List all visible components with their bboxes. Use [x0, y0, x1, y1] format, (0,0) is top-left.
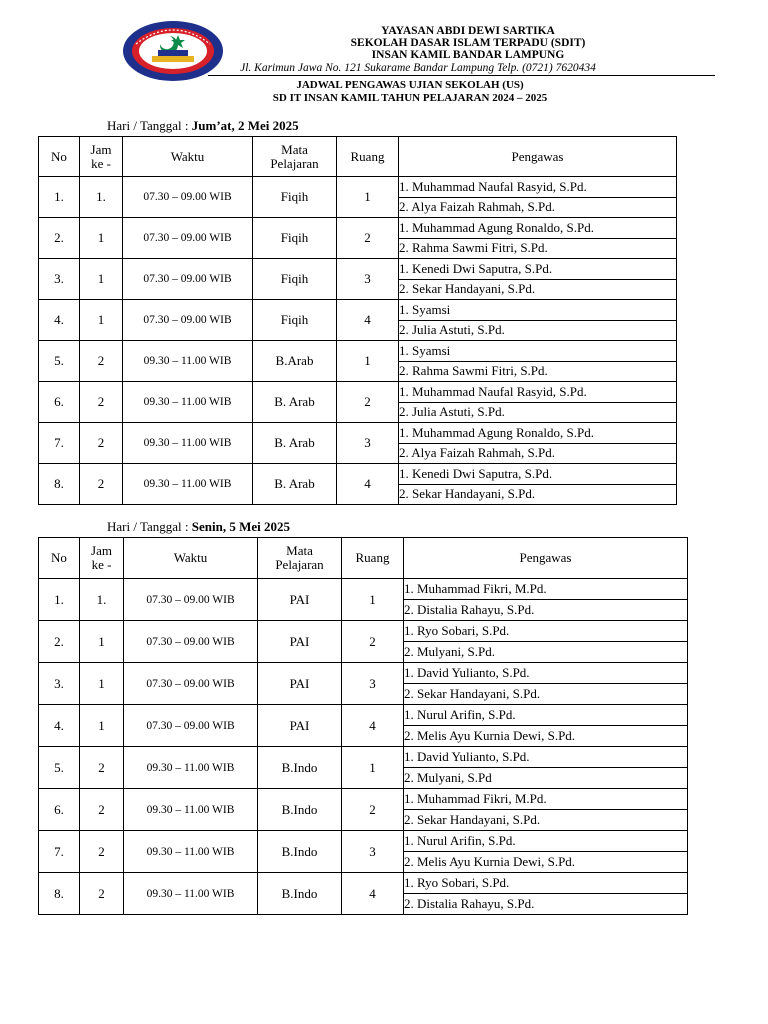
supervisor-2: 2. Rahma Sawmi Fitri, S.Pd. — [399, 238, 677, 259]
row-number: 7. — [39, 831, 80, 873]
supervisor-2: 2. Mulyani, S.Pd — [404, 768, 688, 789]
session-number: 2 — [80, 831, 124, 873]
time-range: 07.30 – 09.00 WIB — [124, 579, 258, 621]
session-number: 2 — [80, 464, 123, 505]
row-number: 1. — [39, 177, 80, 218]
table-row — [39, 789, 688, 810]
subject: B. Arab — [253, 382, 337, 423]
subject: Fiqih — [253, 300, 337, 341]
time-range: 07.30 – 09.00 WIB — [123, 218, 253, 259]
col-ruang: Ruang — [337, 137, 399, 177]
school-address: Jl. Karimun Jawa No. 121 Sukarame Bandar Lampung Telp. (0721) 7620434 — [240, 62, 596, 74]
col-no: No — [39, 137, 80, 177]
row-number: 2. — [39, 621, 80, 663]
subject: B.Arab — [253, 341, 337, 382]
time-range: 07.30 – 09.00 WIB — [123, 300, 253, 341]
time-range: 07.30 – 09.00 WIB — [124, 663, 258, 705]
session-number: 2 — [80, 382, 123, 423]
col-ruang: Ruang — [342, 538, 404, 579]
table-row — [39, 831, 688, 852]
row-number: 4. — [39, 300, 80, 341]
time-range: 09.30 – 11.00 WIB — [124, 747, 258, 789]
row-number: 5. — [39, 341, 80, 382]
supervisor-2: 2. Melis Ayu Kurnia Dewi, S.Pd. — [404, 852, 688, 873]
supervisor-2: 2. Sekar Handayani, S.Pd. — [399, 484, 677, 505]
session-number: 2 — [80, 789, 124, 831]
subject: B. Arab — [253, 423, 337, 464]
supervisor-1: 1. Muhammad Agung Ronaldo, S.Pd. — [399, 218, 677, 239]
time-range: 09.30 – 11.00 WIB — [123, 382, 253, 423]
row-number: 6. — [39, 789, 80, 831]
supervisor-1: 1. Kenedi Dwi Saputra, S.Pd. — [399, 259, 677, 280]
supervisor-2: 2. Julia Astuti, S.Pd. — [399, 402, 677, 423]
room-number: 2 — [342, 789, 404, 831]
supervisor-1: 1. Muhammad Naufal Rasyid, S.Pd. — [399, 177, 677, 198]
supervisor-1: 1. Kenedi Dwi Saputra, S.Pd. — [399, 464, 677, 485]
row-number: 6. — [39, 382, 80, 423]
row-number: 3. — [39, 663, 80, 705]
time-range: 09.30 – 11.00 WIB — [123, 341, 253, 382]
table-row — [39, 579, 688, 600]
foundation-name: YAYASAN ABDI DEWI SARTIKA — [381, 25, 555, 37]
time-range: 09.30 – 11.00 WIB — [123, 423, 253, 464]
room-number: 1 — [342, 579, 404, 621]
supervisor-1: 1. Muhammad Fikri, M.Pd. — [404, 789, 688, 810]
table-row — [39, 341, 677, 362]
supervisor-2: 2. Distalia Rahayu, S.Pd. — [404, 600, 688, 621]
supervisor-1: 1. Syamsi — [399, 300, 677, 321]
time-range: 09.30 – 11.00 WIB — [123, 464, 253, 505]
table-row — [39, 218, 677, 239]
time-range: 09.30 – 11.00 WIB — [124, 831, 258, 873]
supervisor-1: 1. David Yulianto, S.Pd. — [404, 747, 688, 768]
subject: B.Indo — [258, 747, 342, 789]
supervisor-1: 1. Muhammad Fikri, M.Pd. — [404, 579, 688, 600]
col-no: No — [39, 538, 80, 579]
room-number: 3 — [337, 259, 399, 300]
col-mapel: Mata Pelajaran — [258, 538, 342, 579]
supervisor-2: 2. Distalia Rahayu, S.Pd. — [404, 894, 688, 915]
session-number: 2 — [80, 873, 124, 915]
session-number: 1 — [80, 300, 123, 341]
session-number: 2 — [80, 423, 123, 464]
row-number: 3. — [39, 259, 80, 300]
room-number: 2 — [337, 218, 399, 259]
row-number: 7. — [39, 423, 80, 464]
session-number: 1 — [80, 621, 124, 663]
col-waktu: Waktu — [124, 538, 258, 579]
time-range: 09.30 – 11.00 WIB — [124, 789, 258, 831]
table-row — [39, 259, 677, 280]
room-number: 1 — [342, 747, 404, 789]
day-label-2: Hari / Tanggal : Senin, 5 Mei 2025 — [107, 519, 291, 534]
subject: PAI — [258, 579, 342, 621]
header-row — [39, 538, 688, 579]
subject: Fiqih — [253, 259, 337, 300]
session-number: 2 — [80, 747, 124, 789]
subject: PAI — [258, 621, 342, 663]
supervisor-1: 1. Syamsi — [399, 341, 677, 362]
table-row — [39, 705, 688, 726]
day-date: Senin, 5 Mei 2025 — [191, 519, 291, 534]
supervisor-1: 1. Nurul Arifin, S.Pd. — [404, 831, 688, 852]
session-number: 1 — [80, 663, 124, 705]
day-date: Jum’at, 2 Mei 2025 — [191, 118, 299, 133]
subject: PAI — [258, 705, 342, 747]
session-number: 1 — [80, 705, 124, 747]
col-waktu: Waktu — [123, 137, 253, 177]
supervisor-2: 2. Alya Faizah Rahmah, S.Pd. — [399, 197, 677, 218]
supervisor-2: 2. Mulyani, S.Pd. — [404, 642, 688, 663]
supervisor-2: 2. Alya Faizah Rahmah, S.Pd. — [399, 443, 677, 464]
supervisor-1: 1. Muhammad Naufal Rasyid, S.Pd. — [399, 382, 677, 403]
row-number: 1. — [39, 579, 80, 621]
table-row — [39, 873, 688, 894]
room-number: 4 — [337, 464, 399, 505]
subject: B. Arab — [253, 464, 337, 505]
row-number: 5. — [39, 747, 80, 789]
session-number: 1 — [80, 218, 123, 259]
row-number: 8. — [39, 464, 80, 505]
room-number: 3 — [342, 831, 404, 873]
time-range: 09.30 – 11.00 WIB — [124, 873, 258, 915]
table-row — [39, 423, 677, 444]
supervisor-1: 1. Muhammad Agung Ronaldo, S.Pd. — [399, 423, 677, 444]
supervisor-2: 2. Melis Ayu Kurnia Dewi, S.Pd. — [404, 726, 688, 747]
table-row — [39, 300, 677, 321]
room-number: 3 — [337, 423, 399, 464]
supervisor-2: 2. Sekar Handayani, S.Pd. — [404, 810, 688, 831]
subject: PAI — [258, 663, 342, 705]
table-row — [39, 663, 688, 684]
table-row — [39, 621, 688, 642]
day-label-1: Hari / Tanggal : Jum’at, 2 Mei 2025 — [107, 118, 299, 133]
school-type: SEKOLAH DASAR ISLAM TERPADU (SDIT) — [350, 37, 586, 49]
schedule-table-2 — [38, 537, 688, 915]
col-mapel: Mata Pelajaran — [253, 137, 337, 177]
subject: B.Indo — [258, 831, 342, 873]
time-range: 07.30 – 09.00 WIB — [124, 621, 258, 663]
document-subtitle: SD IT INSAN KAMIL TAHUN PELAJARAN 2024 – 2025 — [272, 92, 548, 104]
supervisor-1: 1. David Yulianto, S.Pd. — [404, 663, 688, 684]
subject: Fiqih — [253, 177, 337, 218]
supervisor-2: 2. Sekar Handayani, S.Pd. — [404, 684, 688, 705]
time-range: 07.30 – 09.00 WIB — [124, 705, 258, 747]
time-range: 07.30 – 09.00 WIB — [123, 177, 253, 218]
supervisor-2: 2. Julia Astuti, S.Pd. — [399, 320, 677, 341]
session-number: 1. — [80, 177, 123, 218]
col-jam: Jam ke - — [80, 137, 123, 177]
header-row — [39, 137, 677, 177]
room-number: 4 — [342, 705, 404, 747]
row-number: 2. — [39, 218, 80, 259]
session-number: 1 — [80, 259, 123, 300]
row-number: 8. — [39, 873, 80, 915]
room-number: 4 — [342, 873, 404, 915]
supervisor-1: 1. Ryo Sobari, S.Pd. — [404, 621, 688, 642]
table-row — [39, 464, 677, 485]
table-row — [39, 382, 677, 403]
subject: B.Indo — [258, 789, 342, 831]
room-number: 1 — [337, 177, 399, 218]
supervisor-1: 1. Nurul Arifin, S.Pd. — [404, 705, 688, 726]
subject: Fiqih — [253, 218, 337, 259]
table-row — [39, 177, 677, 198]
school-name: INSAN KAMIL BANDAR LAMPUNG — [371, 49, 565, 61]
session-number: 1. — [80, 579, 124, 621]
time-range: 07.30 – 09.00 WIB — [123, 259, 253, 300]
col-pengawas: Pengawas — [404, 538, 688, 579]
session-number: 2 — [80, 341, 123, 382]
row-number: 4. — [39, 705, 80, 747]
supervisor-2: 2. Rahma Sawmi Fitri, S.Pd. — [399, 361, 677, 382]
room-number: 4 — [337, 300, 399, 341]
col-jam: Jam ke - — [80, 538, 124, 579]
subject: B.Indo — [258, 873, 342, 915]
room-number: 1 — [337, 341, 399, 382]
schedule-table-1 — [38, 136, 677, 505]
table-row — [39, 747, 688, 768]
header-divider — [208, 75, 715, 76]
supervisor-1: 1. Ryo Sobari, S.Pd. — [404, 873, 688, 894]
room-number: 3 — [342, 663, 404, 705]
document-title: JADWAL PENGAWAS UJIAN SEKOLAH (US) — [296, 79, 524, 91]
school-logo-icon — [122, 20, 224, 82]
col-pengawas: Pengawas — [399, 137, 677, 177]
room-number: 2 — [342, 621, 404, 663]
supervisor-2: 2. Sekar Handayani, S.Pd. — [399, 279, 677, 300]
room-number: 2 — [337, 382, 399, 423]
